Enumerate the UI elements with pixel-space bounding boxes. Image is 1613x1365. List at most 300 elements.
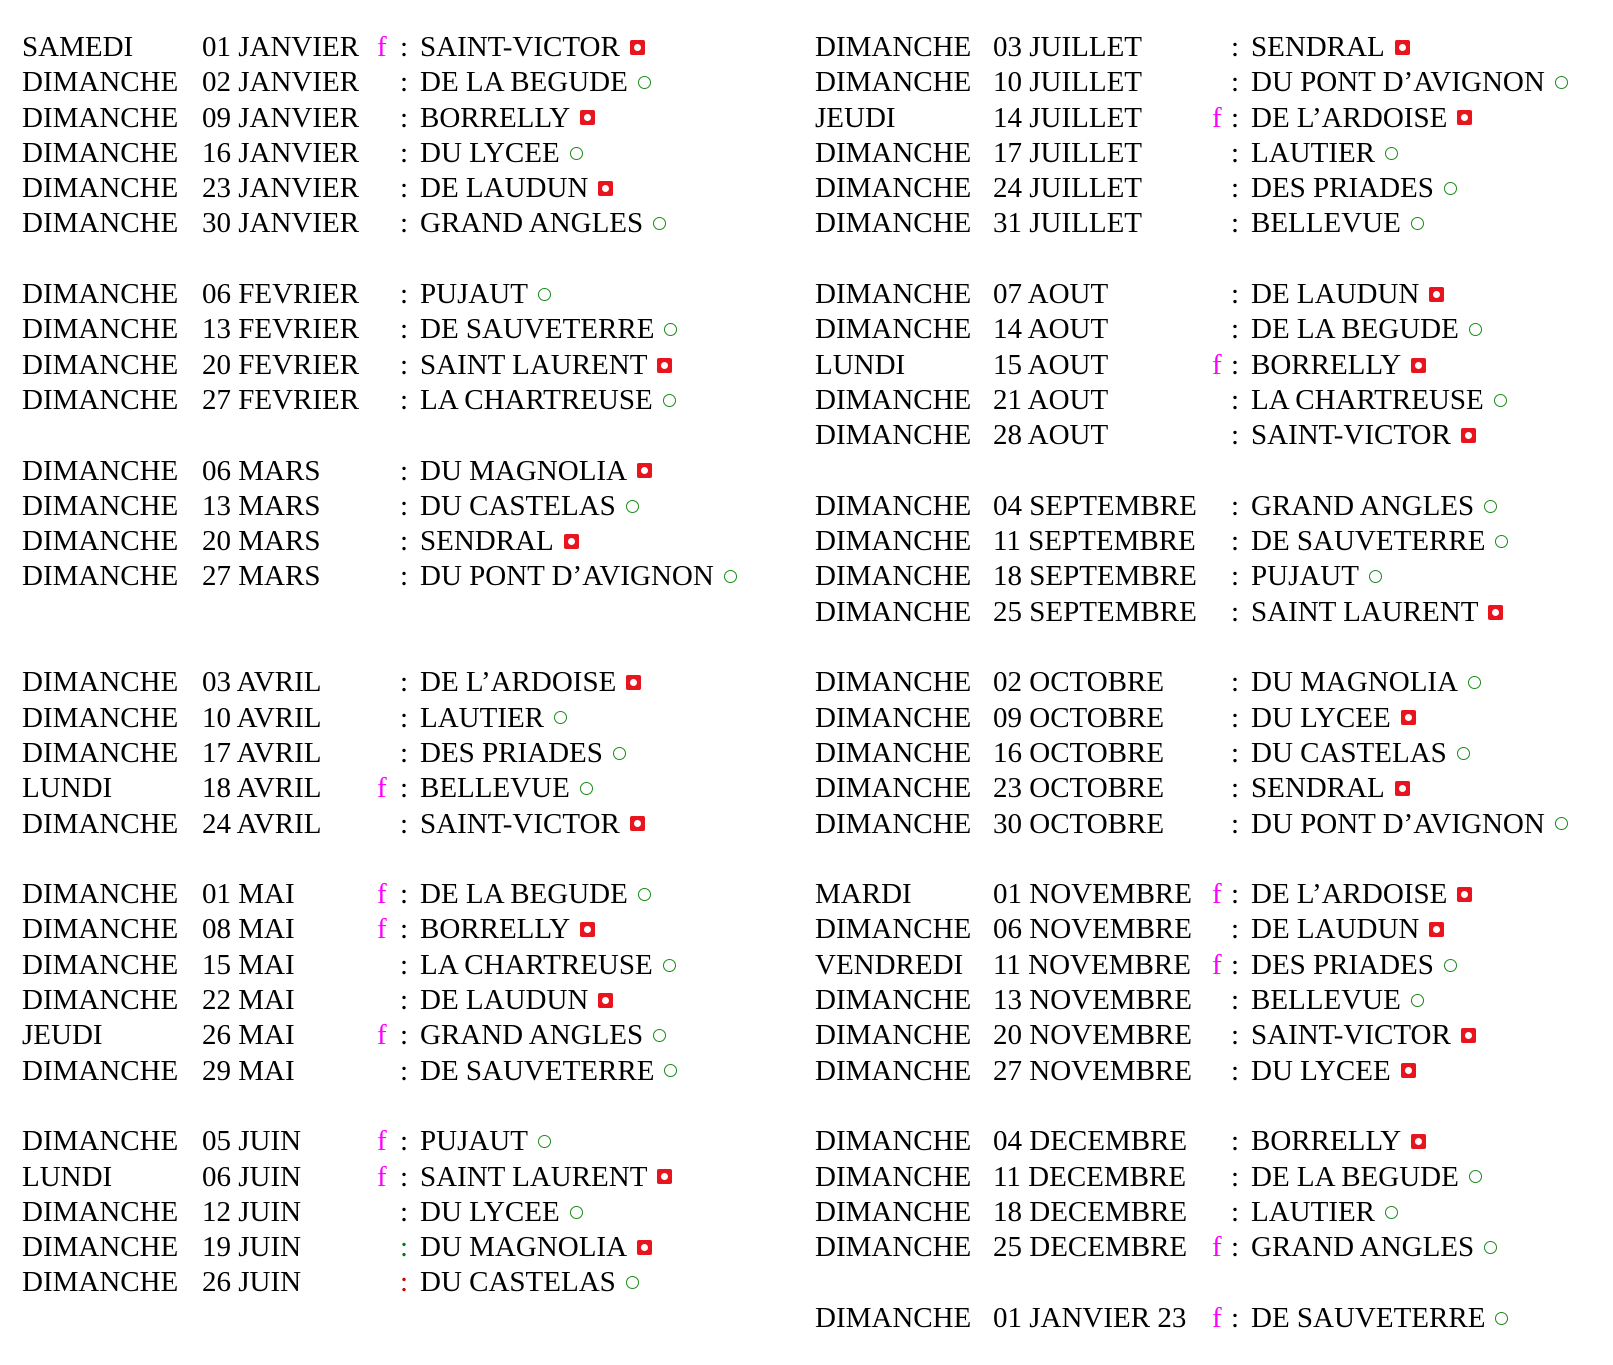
day-name: DIMANCHE [815, 984, 972, 1017]
separator-colon: : [400, 701, 409, 734]
separator-colon: : [400, 66, 409, 99]
pharmacy-name [1251, 1301, 1508, 1336]
date: 18 SEPTEMBRE [993, 560, 1197, 593]
day-name: DIMANCHE [22, 948, 179, 981]
pharmacy-name-text: GRAND ANGLES [420, 1019, 644, 1052]
red-square-marker-icon [1411, 358, 1426, 373]
schedule-row [22, 454, 782, 489]
green-circle-marker-icon [1484, 1241, 1497, 1254]
date: 27 NOVEMBRE [993, 1054, 1192, 1087]
date: 01 NOVEMBRE [993, 878, 1192, 911]
day-name: DIMANCHE [815, 489, 972, 522]
schedule-row [815, 771, 1605, 806]
schedule-row [815, 136, 1605, 171]
date: 27 FEVRIER [202, 383, 360, 416]
day-name: JEUDI [22, 1019, 103, 1052]
pharmacy-name-text: LAUTIER [1251, 1195, 1376, 1228]
day-name: DIMANCHE [815, 1301, 972, 1334]
schedule-row [815, 912, 1605, 947]
schedule-row [22, 206, 782, 241]
red-square-marker-icon [1401, 1063, 1416, 1078]
schedule-row [22, 1054, 782, 1089]
date: 23 JANVIER [202, 172, 360, 205]
date: 09 OCTOBRE [993, 701, 1165, 734]
green-circle-marker-icon [554, 711, 567, 724]
green-circle-marker-icon [1555, 817, 1568, 830]
green-circle-marker-icon [1444, 182, 1457, 195]
separator-colon: : [400, 1266, 409, 1299]
green-circle-marker-icon [664, 1064, 677, 1077]
day-name: DIMANCHE [815, 136, 972, 169]
schedule-row [815, 1160, 1605, 1195]
date: 01 MAI [202, 878, 295, 911]
red-square-marker-icon [637, 1240, 652, 1255]
pharmacy-name [1251, 277, 1444, 312]
day-name: DIMANCHE [22, 66, 179, 99]
pharmacy-name [420, 489, 639, 524]
separator-colon: : [1231, 172, 1240, 205]
separator-colon: : [400, 913, 409, 946]
schedule-row [22, 807, 782, 842]
red-square-marker-icon [657, 358, 672, 373]
red-square-marker-icon [657, 1169, 672, 1184]
pharmacy-name-text: DU MAGNOLIA [420, 454, 628, 487]
pharmacy-name [1251, 101, 1472, 136]
red-square-marker-icon [637, 463, 652, 478]
date: 14 JUILLET [993, 101, 1142, 134]
green-circle-marker-icon [663, 394, 676, 407]
pharmacy-name [420, 1054, 677, 1089]
holiday-marker: f [377, 1125, 387, 1158]
schedule-row [22, 912, 782, 947]
pharmacy-name [1251, 1230, 1497, 1265]
schedule-row [22, 983, 782, 1018]
date: 30 JANVIER [202, 207, 360, 240]
pharmacy-name-text: SAINT-VICTOR [1251, 419, 1451, 452]
separator-colon: : [1231, 772, 1240, 805]
pharmacy-name [1251, 65, 1568, 100]
pharmacy-name [420, 559, 737, 594]
date: 18 DECEMBRE [993, 1195, 1188, 1228]
separator-colon: : [1231, 666, 1240, 699]
pharmacy-name-text: DE SAUVETERRE [1251, 525, 1486, 558]
section-spacer [815, 1089, 1605, 1124]
separator-colon: : [1231, 207, 1240, 240]
separator-colon: : [400, 525, 409, 558]
day-name: DIMANCHE [815, 807, 972, 840]
separator-colon: : [1231, 984, 1240, 1017]
holiday-marker: f [377, 31, 387, 63]
schedule-row [22, 877, 782, 912]
green-circle-marker-icon [1468, 676, 1481, 689]
pharmacy-name-text: LA CHARTREUSE [1251, 383, 1484, 416]
day-name: VENDREDI [815, 948, 964, 981]
pharmacy-name-text: SAINT-VICTOR [420, 31, 620, 63]
red-square-marker-icon [1457, 110, 1472, 125]
day-name: DIMANCHE [22, 984, 179, 1017]
pharmacy-name-text: DE L’ARDOISE [420, 666, 617, 699]
schedule-row [815, 595, 1605, 630]
pharmacy-name-text: DU PONT D’AVIGNON [420, 560, 714, 593]
green-circle-marker-icon [1555, 76, 1568, 89]
day-name: DIMANCHE [22, 454, 179, 487]
red-square-marker-icon [1461, 428, 1476, 443]
pharmacy-name [420, 1018, 666, 1053]
separator-colon: : [400, 278, 409, 311]
day-name: DIMANCHE [22, 1195, 179, 1228]
green-circle-marker-icon [663, 959, 676, 972]
pharmacy-name-text: GRAND ANGLES [1251, 489, 1475, 522]
pharmacy-name-text: LAUTIER [1251, 136, 1376, 169]
schedule-row [815, 383, 1605, 418]
separator-colon: : [1231, 383, 1240, 416]
schedule-row [22, 30, 782, 65]
schedule-row [815, 418, 1605, 453]
day-name: DIMANCHE [815, 383, 972, 416]
schedule-row [22, 559, 782, 594]
pharmacy-name-text: SAINT LAURENT [420, 1160, 648, 1193]
pharmacy-name-text: DE SAUVETERRE [1251, 1301, 1486, 1334]
date: 17 AVRIL [202, 736, 322, 769]
green-circle-marker-icon [1411, 994, 1424, 1007]
schedule-row [22, 277, 782, 312]
day-name: DIMANCHE [22, 278, 179, 311]
schedule-row [815, 1124, 1605, 1159]
day-name: DIMANCHE [815, 66, 972, 99]
date: 20 FEVRIER [202, 348, 360, 381]
pharmacy-name-text: DU LYCEE [1251, 1054, 1391, 1087]
day-name: DIMANCHE [22, 172, 179, 205]
red-square-marker-icon [1411, 1134, 1426, 1149]
green-circle-marker-icon [1369, 570, 1382, 583]
schedule-row [22, 489, 782, 524]
pharmacy-name-text: DE LAUDUN [420, 172, 589, 205]
green-circle-marker-icon [1469, 1170, 1482, 1183]
schedule-row [22, 1265, 782, 1300]
date: 06 MARS [202, 454, 321, 487]
pharmacy-name [1251, 1054, 1416, 1089]
schedule-row [815, 559, 1605, 594]
schedule-row [815, 736, 1605, 771]
green-circle-marker-icon [1495, 535, 1508, 548]
day-name: DIMANCHE [22, 878, 179, 911]
pharmacy-name-text: DES PRIADES [420, 736, 603, 769]
green-circle-marker-icon [664, 323, 677, 336]
pharmacy-name-text: BELLEVUE [420, 772, 570, 805]
schedule-column-left [22, 30, 782, 1301]
section-spacer [22, 418, 782, 453]
date: 04 SEPTEMBRE [993, 489, 1197, 522]
pharmacy-name [420, 771, 593, 806]
green-circle-marker-icon [570, 1206, 583, 1219]
day-name: DIMANCHE [815, 772, 972, 805]
pharmacy-name-text: DE LAUDUN [420, 984, 589, 1017]
schedule-row [22, 1160, 782, 1195]
separator-colon: : [1231, 136, 1240, 169]
red-square-marker-icon [626, 675, 641, 690]
schedule-row [22, 312, 782, 347]
separator-colon: : [1231, 1231, 1240, 1264]
section-spacer [815, 242, 1605, 277]
schedule-row [815, 489, 1605, 524]
schedule-row [22, 65, 782, 100]
schedule-row [22, 665, 782, 700]
pharmacy-name [420, 948, 676, 983]
date: 24 JUILLET [993, 172, 1142, 205]
pharmacy-name [1251, 348, 1426, 383]
day-name: DIMANCHE [22, 1231, 179, 1264]
green-circle-marker-icon [570, 147, 583, 160]
holiday-marker: f [377, 772, 387, 805]
date: 23 OCTOBRE [993, 772, 1165, 805]
separator-colon: : [1231, 31, 1240, 63]
red-square-marker-icon [1429, 922, 1444, 937]
pharmacy-name [1251, 559, 1382, 594]
separator-colon: : [400, 313, 409, 346]
day-name: DIMANCHE [22, 1125, 179, 1158]
schedule-row [815, 1301, 1605, 1336]
pharmacy-name [1251, 736, 1470, 771]
date: 10 JUILLET [993, 66, 1142, 99]
pharmacy-name-text: LA CHARTREUSE [420, 383, 653, 416]
date: 20 MARS [202, 525, 321, 558]
pharmacy-name-text: DU MAGNOLIA [1251, 666, 1459, 699]
pharmacy-name-text: DE L’ARDOISE [1251, 878, 1448, 911]
schedule-row [815, 206, 1605, 241]
separator-colon: : [400, 136, 409, 169]
separator-colon: : [400, 948, 409, 981]
pharmacy-name [420, 348, 672, 383]
day-name: DIMANCHE [815, 736, 972, 769]
date: 13 NOVEMBRE [993, 984, 1192, 1017]
pharmacy-name [420, 312, 677, 347]
red-square-marker-icon [564, 534, 579, 549]
day-name: SAMEDI [22, 31, 134, 63]
schedule-row [815, 30, 1605, 65]
red-square-marker-icon [1488, 605, 1503, 620]
date: 14 AOUT [993, 313, 1109, 346]
pharmacy-name-text: DE LA BEGUDE [1251, 1160, 1459, 1193]
pharmacy-name [1251, 418, 1476, 453]
date: 07 AOUT [993, 278, 1109, 311]
schedule-row [815, 1230, 1605, 1265]
pharmacy-name [1251, 1124, 1426, 1159]
pharmacy-name-text: DE L’ARDOISE [1251, 101, 1448, 134]
schedule-row [22, 701, 782, 736]
pharmacy-name [1251, 771, 1410, 806]
pharmacy-name-text: DU PONT D’AVIGNON [1251, 807, 1545, 840]
pharmacy-name [420, 807, 645, 842]
day-name: DIMANCHE [22, 136, 179, 169]
holiday-marker: f [377, 1160, 387, 1193]
green-circle-marker-icon [626, 1276, 639, 1289]
day-name: DIMANCHE [815, 595, 972, 628]
pharmacy-name [1251, 701, 1416, 736]
day-name: DIMANCHE [22, 666, 179, 699]
pharmacy-name [1251, 1195, 1398, 1230]
pharmacy-name-text: LA CHARTREUSE [420, 948, 653, 981]
date: 06 JUIN [202, 1160, 302, 1193]
pharmacy-name [420, 983, 613, 1018]
separator-colon: : [1231, 348, 1240, 381]
pharmacy-name [420, 1160, 672, 1195]
date: 19 JUIN [202, 1231, 302, 1264]
pharmacy-name [420, 877, 651, 912]
schedule-row [815, 348, 1605, 383]
day-name: DIMANCHE [815, 560, 972, 593]
schedule-row [815, 665, 1605, 700]
schedule-row [815, 524, 1605, 559]
separator-colon: : [400, 1054, 409, 1087]
red-square-marker-icon [1395, 781, 1410, 796]
date: 17 JUILLET [993, 136, 1142, 169]
green-circle-marker-icon [653, 217, 666, 230]
date: 16 OCTOBRE [993, 736, 1165, 769]
pharmacy-name [1251, 877, 1472, 912]
separator-colon: : [1231, 1054, 1240, 1087]
date: 26 MAI [202, 1019, 295, 1052]
pharmacy-name [1251, 807, 1568, 842]
separator-colon: : [1231, 489, 1240, 522]
pharmacy-name-text: DU LYCEE [420, 136, 560, 169]
pharmacy-name-text: DE LA BEGUDE [420, 878, 628, 911]
green-circle-marker-icon [1385, 1206, 1398, 1219]
day-name: LUNDI [22, 1160, 113, 1193]
separator-colon: : [1231, 948, 1240, 981]
separator-colon: : [400, 172, 409, 205]
date: 25 DECEMBRE [993, 1231, 1188, 1264]
pharmacy-name-text: DE SAUVETERRE [420, 313, 655, 346]
pharmacy-name-text: GRAND ANGLES [420, 207, 644, 240]
date: 11 SEPTEMBRE [993, 525, 1196, 558]
day-name: DIMANCHE [22, 1054, 179, 1087]
pharmacy-name-text: PUJAUT [420, 278, 528, 311]
separator-colon: : [1231, 1160, 1240, 1193]
day-name: DIMANCHE [815, 1231, 972, 1264]
red-square-marker-icon [580, 922, 595, 937]
separator-colon: : [400, 101, 409, 134]
schedule-row [22, 101, 782, 136]
schedule-row [815, 948, 1605, 983]
schedule-row [22, 348, 782, 383]
separator-colon: : [1231, 701, 1240, 734]
day-name: DIMANCHE [22, 525, 179, 558]
pharmacy-name-text: BORRELLY [420, 913, 571, 946]
separator-colon: : [400, 348, 409, 381]
pharmacy-name [420, 206, 666, 241]
pharmacy-name-text: BORRELLY [1251, 1125, 1402, 1158]
pharmacy-name-text: DE LAUDUN [1251, 278, 1420, 311]
pharmacy-name [420, 30, 645, 65]
red-square-marker-icon [1461, 1028, 1476, 1043]
day-name: DIMANCHE [22, 1266, 179, 1299]
red-square-marker-icon [580, 110, 595, 125]
green-circle-marker-icon [1411, 217, 1424, 230]
pharmacy-name [1251, 136, 1398, 171]
pharmacy-name-text: DU LYCEE [420, 1195, 560, 1228]
date: 15 MAI [202, 948, 295, 981]
red-square-marker-icon [1429, 287, 1444, 302]
separator-colon: : [1231, 736, 1240, 769]
date: 13 MARS [202, 489, 321, 522]
day-name: DIMANCHE [815, 666, 972, 699]
day-name: DIMANCHE [22, 560, 179, 593]
pharmacy-name-text: SAINT LAURENT [1251, 595, 1479, 628]
green-circle-marker-icon [1469, 323, 1482, 336]
separator-colon: : [1231, 1195, 1240, 1228]
date: 29 MAI [202, 1054, 295, 1087]
schedule-row [22, 1124, 782, 1159]
separator-colon: : [1231, 913, 1240, 946]
date: 16 JANVIER [202, 136, 360, 169]
pharmacy-name [420, 665, 641, 700]
day-name: DIMANCHE [22, 101, 179, 134]
schedule-row [815, 877, 1605, 912]
pharmacy-name [1251, 383, 1507, 418]
pharmacy-name-text: DES PRIADES [1251, 948, 1434, 981]
separator-colon: : [400, 1125, 409, 1158]
section-spacer [22, 242, 782, 277]
green-circle-marker-icon [638, 76, 651, 89]
separator-colon: : [1231, 807, 1240, 840]
pharmacy-name-text: SENDRAL [1251, 31, 1385, 63]
separator-colon: : [1231, 595, 1240, 628]
green-circle-marker-icon [580, 782, 593, 795]
day-name: DIMANCHE [815, 313, 972, 346]
schedule-row [815, 171, 1605, 206]
day-name: DIMANCHE [22, 348, 179, 381]
date: 22 MAI [202, 984, 295, 1017]
pharmacy-name-text: SAINT-VICTOR [420, 807, 620, 840]
date: 30 OCTOBRE [993, 807, 1165, 840]
pharmacy-name-text: SAINT-VICTOR [1251, 1019, 1451, 1052]
pharmacy-name [1251, 312, 1482, 347]
pharmacy-name [1251, 912, 1444, 947]
pharmacy-name [420, 912, 595, 947]
pharmacy-name-text: SAINT LAURENT [420, 348, 648, 381]
green-circle-marker-icon [613, 747, 626, 760]
separator-colon: : [1231, 878, 1240, 911]
pharmacy-name-text: DU CASTELAS [420, 1266, 616, 1299]
schedule-row [22, 383, 782, 418]
pharmacy-name-text: DE SAUVETERRE [420, 1054, 655, 1087]
red-square-marker-icon [1401, 710, 1416, 725]
schedule-row [815, 312, 1605, 347]
schedule-row [815, 101, 1605, 136]
red-square-marker-icon [1457, 887, 1472, 902]
separator-colon: : [400, 772, 409, 805]
date: 01 JANVIER [202, 31, 360, 63]
red-square-marker-icon [630, 816, 645, 831]
date: 01 JANVIER 23 [993, 1301, 1187, 1334]
separator-colon: : [400, 666, 409, 699]
pharmacy-name-text: DES PRIADES [1251, 172, 1434, 205]
pharmacy-name [420, 1265, 639, 1300]
holiday-marker: f [377, 1019, 387, 1052]
pharmacy-name-text: SENDRAL [1251, 772, 1385, 805]
pharmacy-name [420, 383, 676, 418]
pharmacy-name [1251, 665, 1481, 700]
pharmacy-name [1251, 171, 1457, 206]
separator-colon: : [1231, 560, 1240, 593]
pharmacy-name [1251, 983, 1424, 1018]
schedule-row [22, 136, 782, 171]
date: 18 AVRIL [202, 772, 322, 805]
day-name: DIMANCHE [815, 1019, 972, 1052]
separator-colon: : [400, 807, 409, 840]
date: 04 DECEMBRE [993, 1125, 1188, 1158]
day-name: DIMANCHE [22, 207, 179, 240]
